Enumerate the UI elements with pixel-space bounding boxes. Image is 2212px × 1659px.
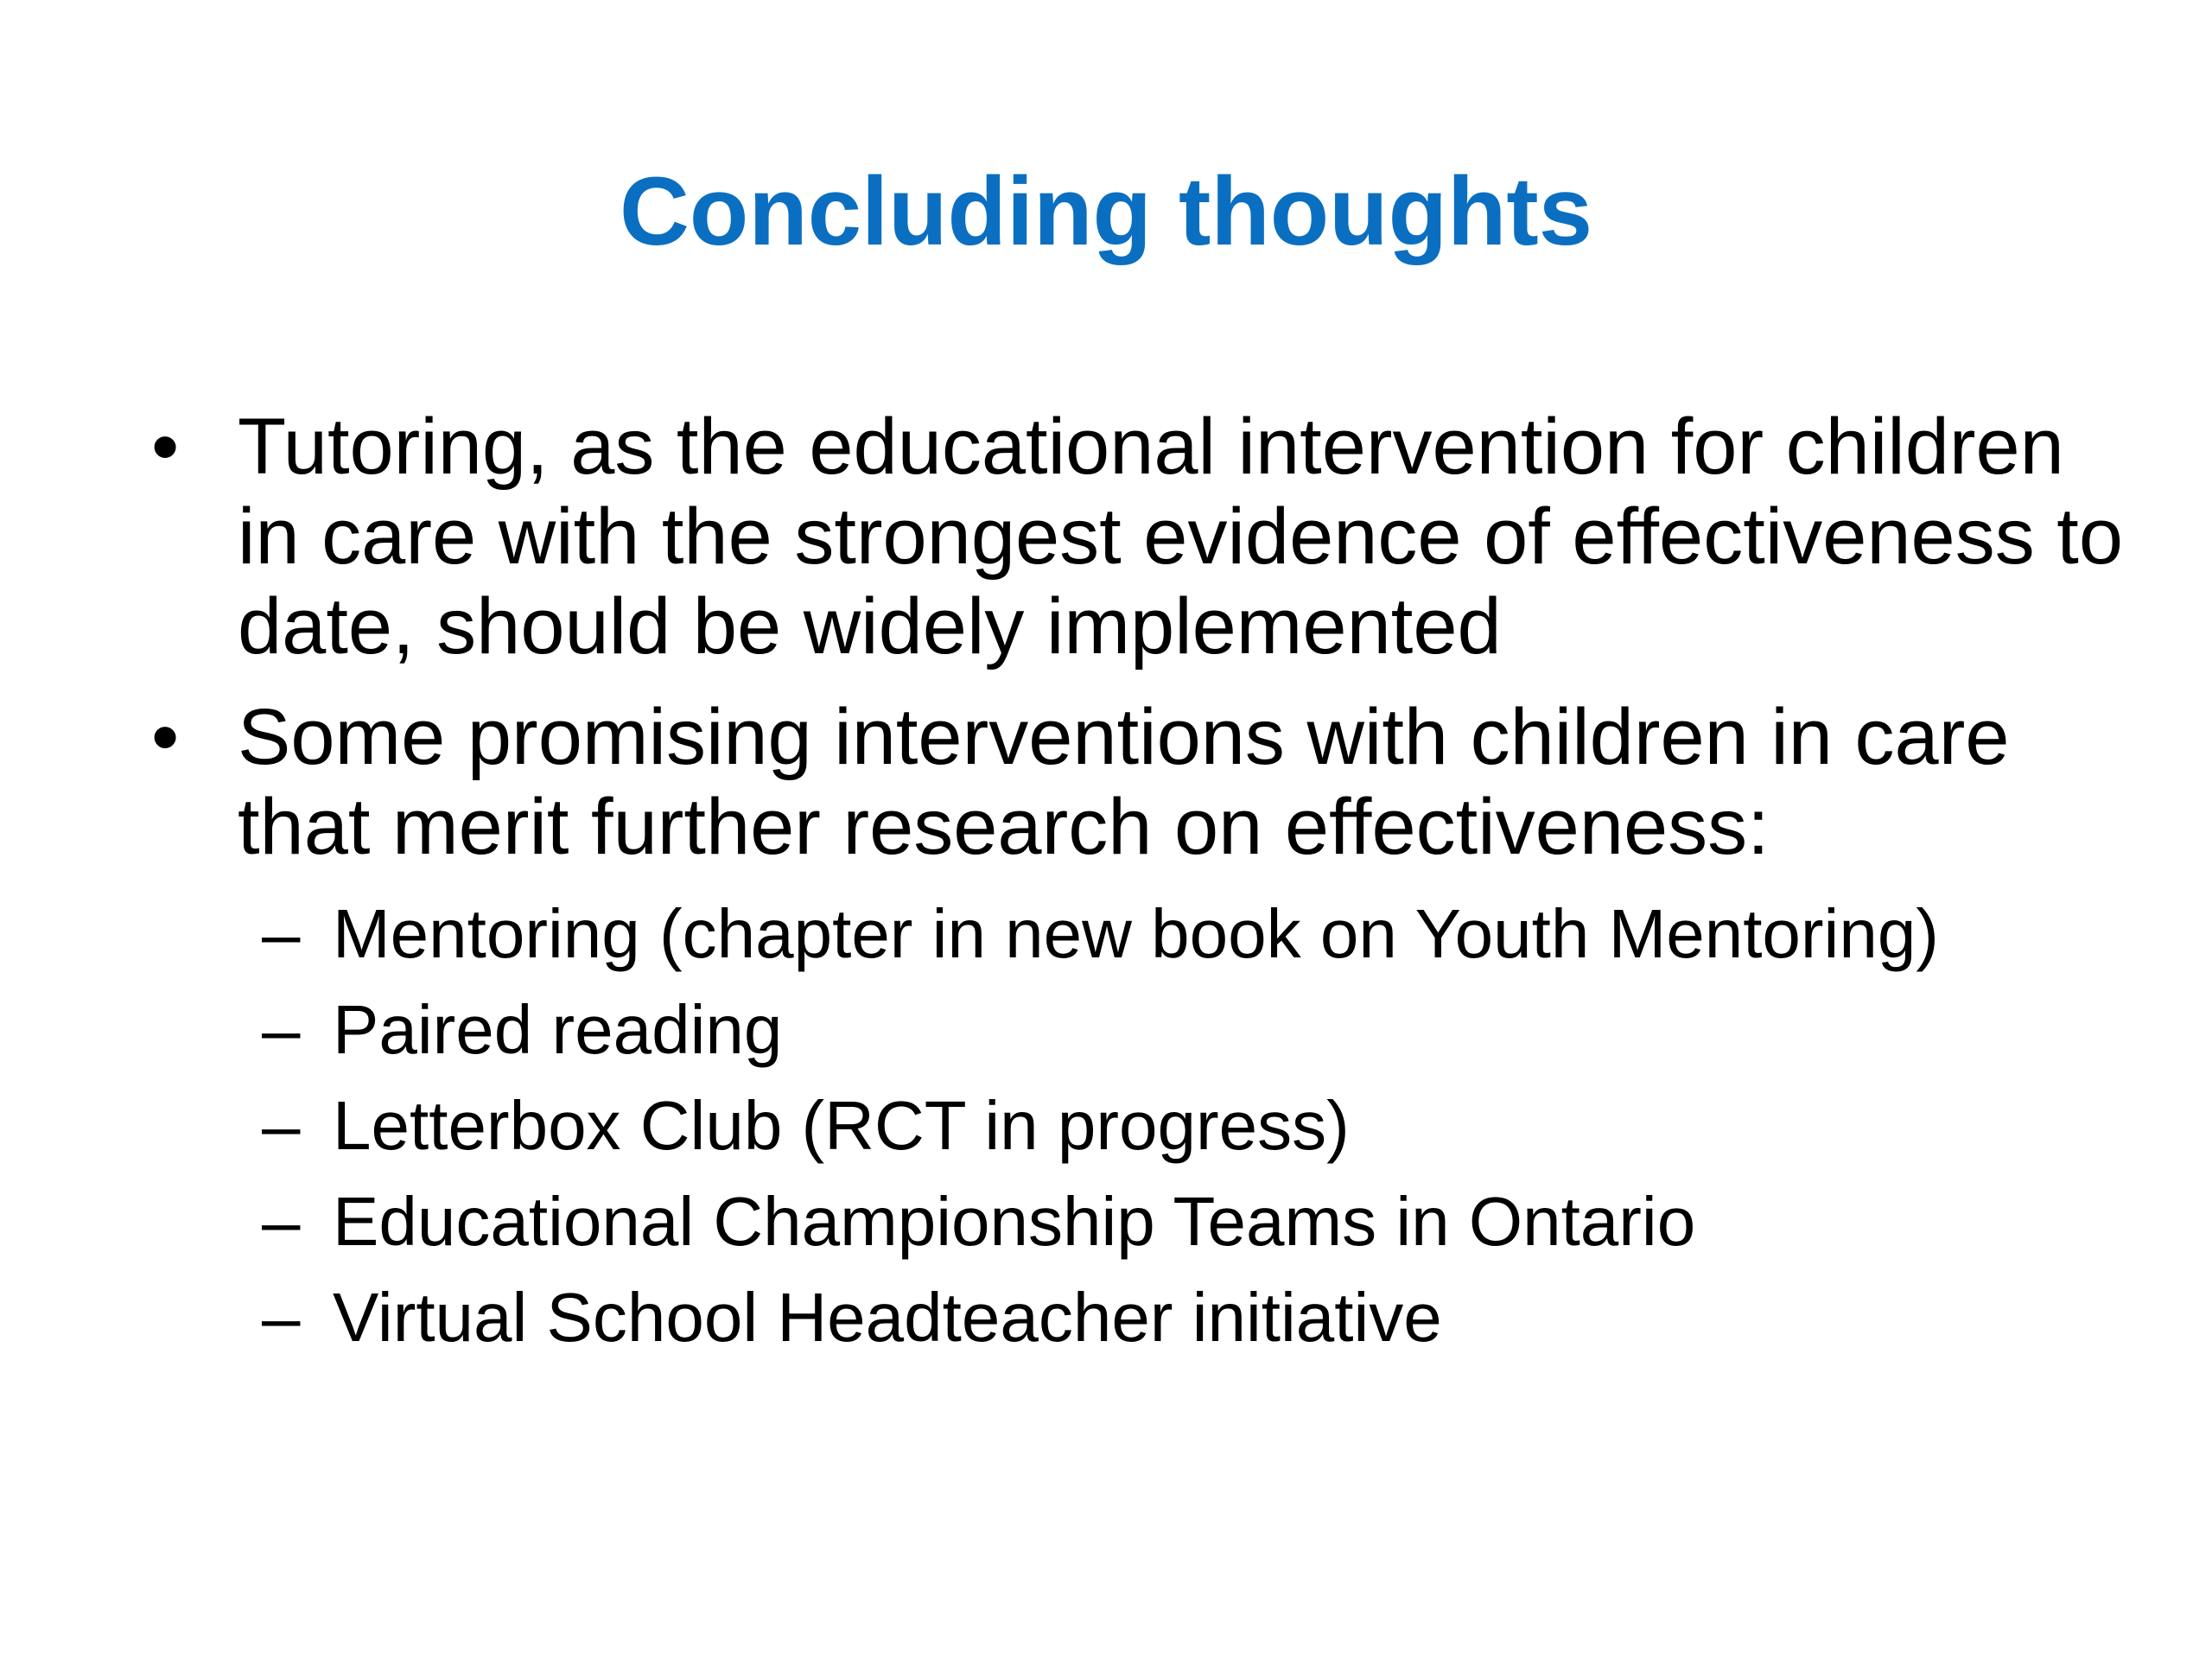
sub-bullet-text: Mentoring (chapter in new book on Youth Mentoring) [333,895,1939,972]
sub-bullet-list [238,886,2139,1365]
sub-bullet-item [151,1077,2139,1173]
sub-bullet-marker: – [262,1087,301,1164]
bullet-item [151,692,2139,1365]
sub-bullet-text: Educational Championship Teams in Ontario [333,1183,1696,1260]
bullet-item [151,402,2139,671]
slide-title: Concluding thoughts [620,157,1592,265]
sub-bullet-item [151,982,2139,1077]
sub-bullet-marker: – [262,991,301,1068]
bullet-marker: • [151,693,180,781]
bullet-text: Some promising interventions with children in care that merit further research on effectiveness: [238,693,2010,871]
bullet-marker: • [151,403,180,491]
sub-bullet-item [151,1173,2139,1269]
sub-bullet-marker: – [262,895,301,972]
sub-bullet-marker: – [262,1183,301,1260]
sub-bullet-text: Letterbox Club (RCT in progress) [333,1087,1350,1164]
sub-bullet-item [151,886,2139,982]
bullet-text: Tutoring, as the educational intervention for children in care with the strongest evidence of effectiveness to date, should be widely implemented [238,403,2123,671]
sub-bullet-marker: – [262,1279,301,1356]
bullet-list [151,402,2139,1386]
sub-bullet-text: Virtual School Headteacher initiative [333,1279,1442,1356]
sub-bullet-text: Paired reading [333,991,783,1068]
sub-bullet-item [151,1269,2139,1365]
